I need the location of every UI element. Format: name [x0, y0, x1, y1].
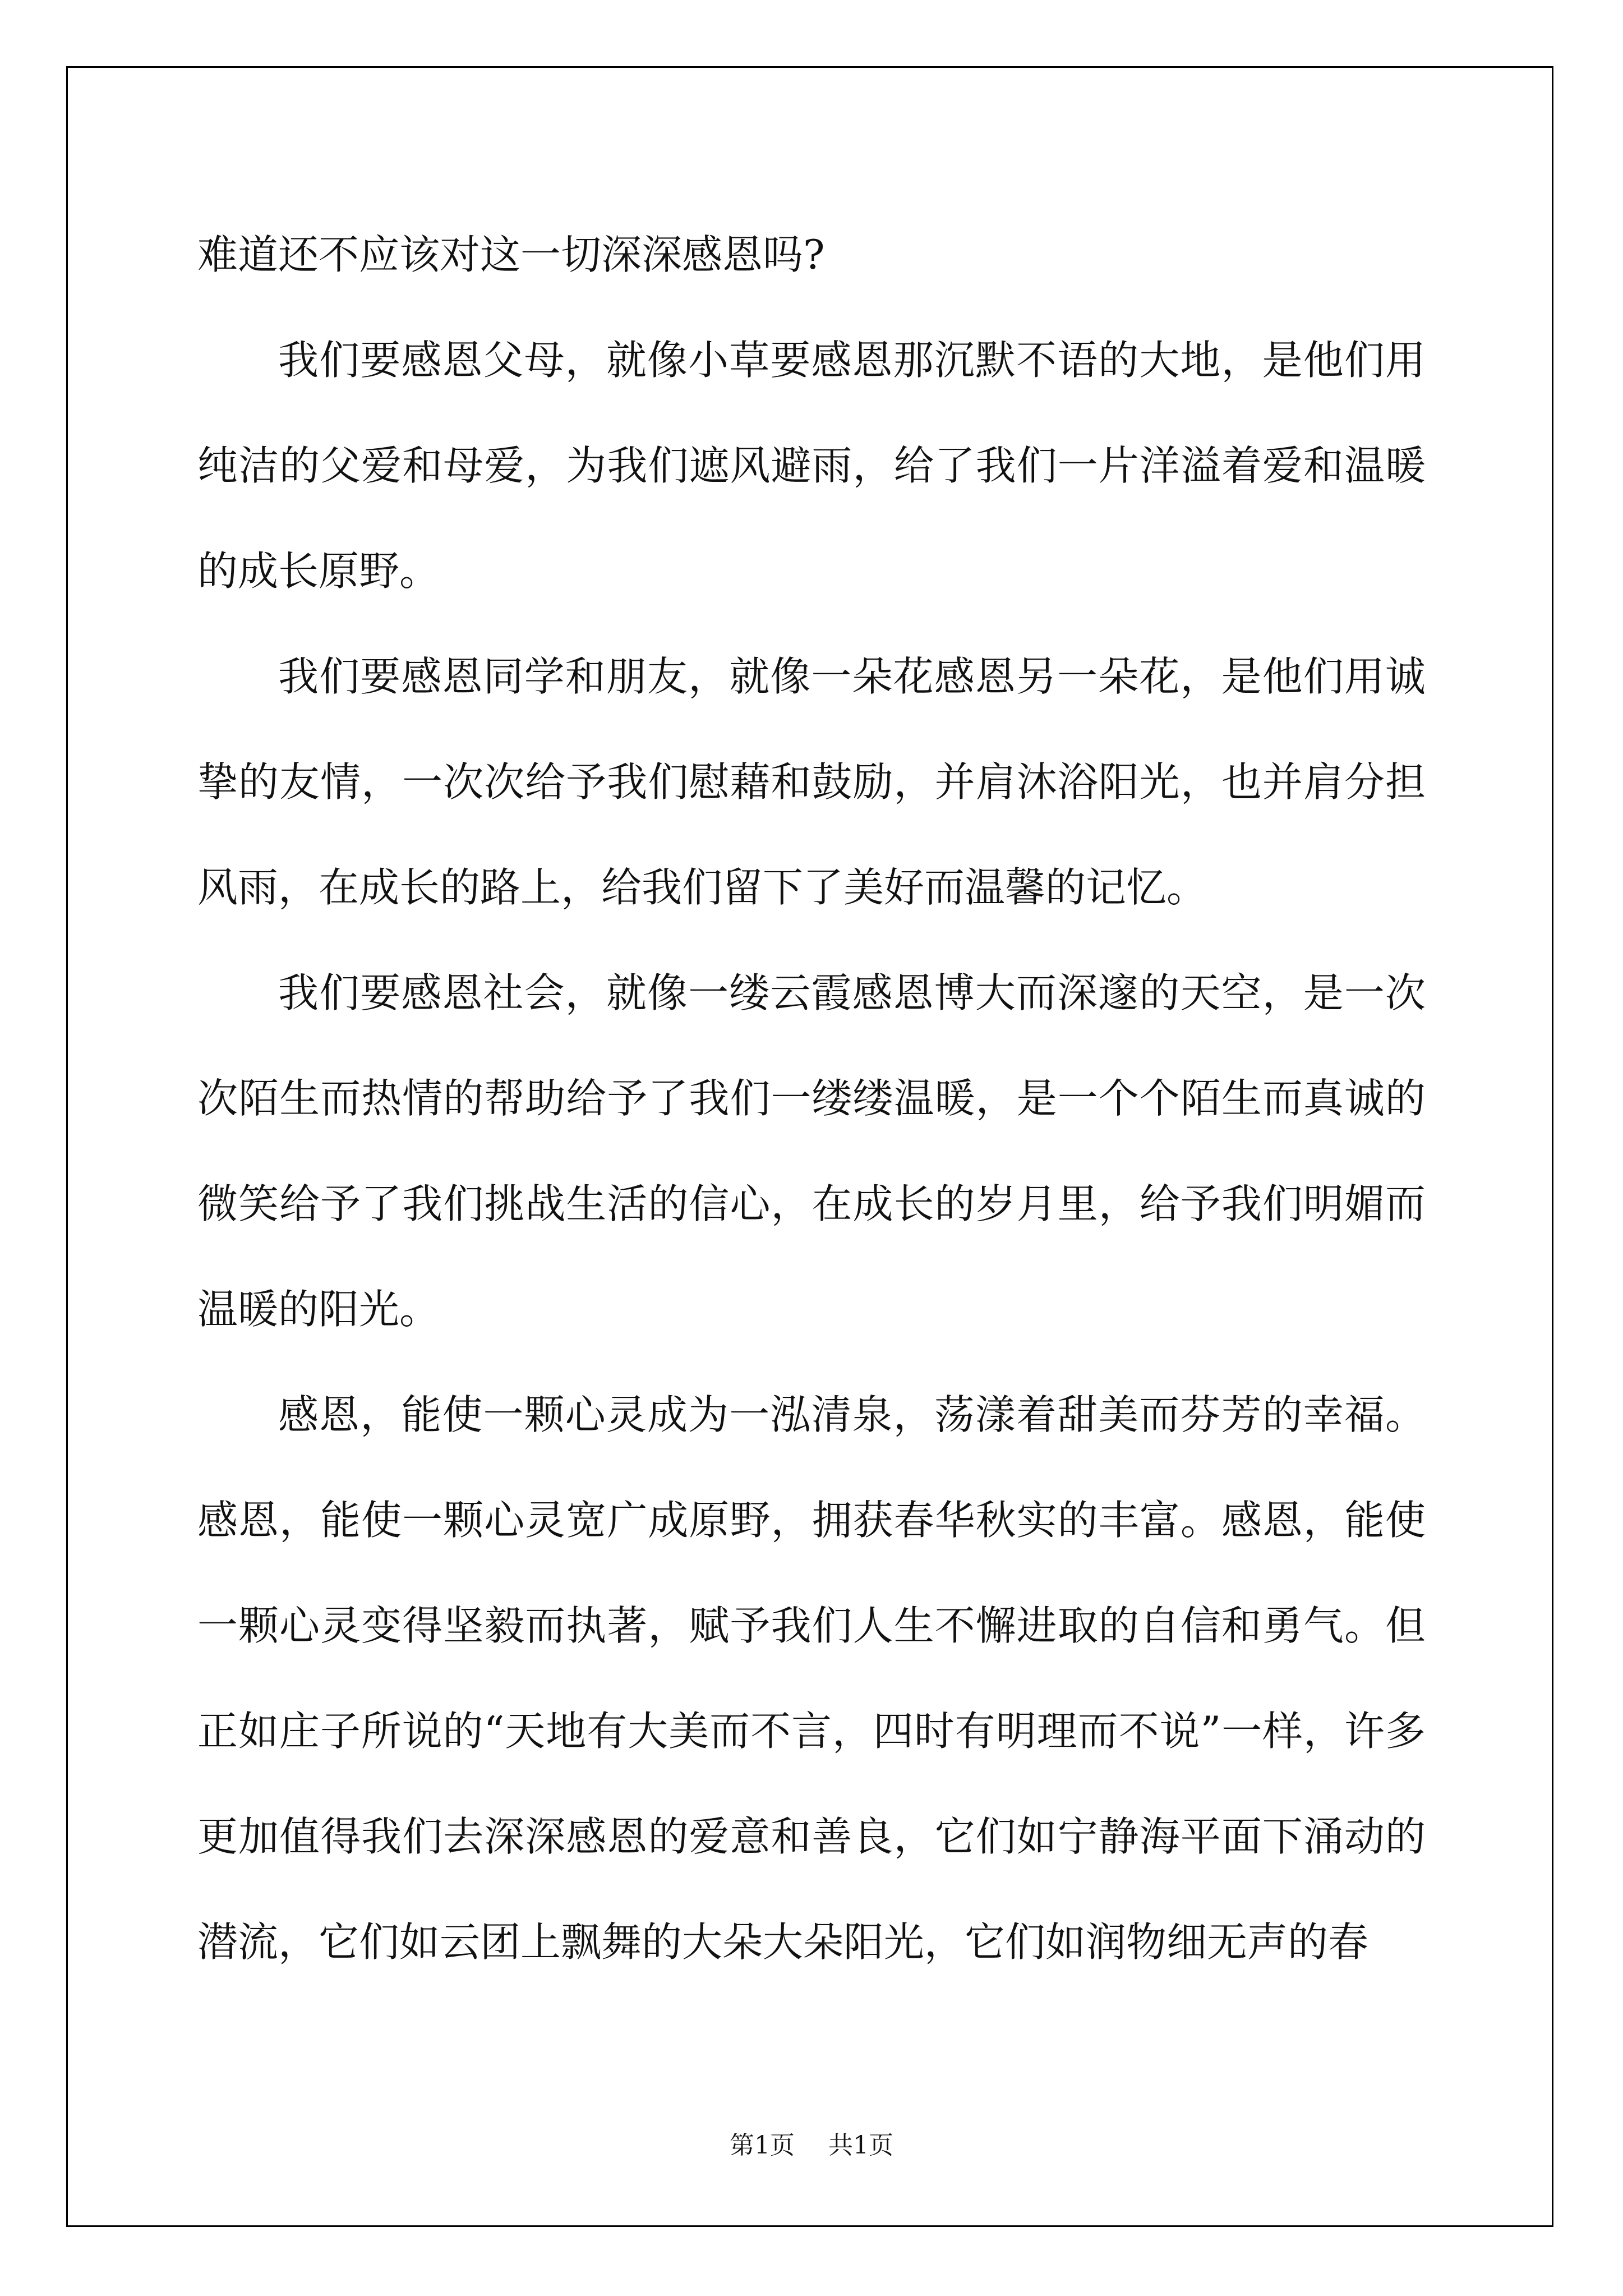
paragraph: 难道还不应该对这一切深深感恩吗?	[197, 231, 825, 278]
document-body	[197, 202, 1426, 1995]
paragraph: 我们要感恩同学和朋友，就像一朵花感恩另一朵花，是他们用诚挚的友情，一次次给予我们慰藉和鼓励，并肩沐浴阳光，也并肩分担风雨，在成长的路上，给我们留下了美好而温馨的记忆。	[197, 653, 1426, 911]
paragraph: 我们要感恩社会，就像一缕云霞感恩博大而深邃的天空，是一次次陌生而热情的帮助给予了我们一缕缕温暖，是一个个陌生而真诚的微笑给予了我们挑战生活的信心，在成长的岁月里，给予我们明媚而温暖的阳光。	[197, 969, 1426, 1333]
page-footer	[0, 2129, 1623, 2162]
paragraph: 感恩，能使一颗心灵成为一泓清泉，荡漾着甜美而芬芳的幸福。感恩，能使一颗心灵宽广成原野，拥获春华秋实的丰富。感恩，能使一颗心灵变得坚毅而执著，赋予我们人生不懈进取的自信和勇气。但正如庄子所说的“天地有大美而不言，四时有明理而不说”一样，许多更加值得我们去深深感恩的爱意和善良，它们如宁静海平面下涌动的潜流，它们如云团上飘舞的大朵大朵阳光，它们如润物细无声的春	[197, 1391, 1426, 1966]
paragraph: 我们要感恩父母，就像小草要感恩那沉默不语的大地，是他们用纯洁的父爱和母爱，为我们遮风避雨，给了我们一片洋溢着爱和温暖的成长原野。	[197, 337, 1426, 595]
page-number-total: 共1页	[828, 2131, 893, 2160]
page-number-current: 第1页	[730, 2131, 795, 2160]
